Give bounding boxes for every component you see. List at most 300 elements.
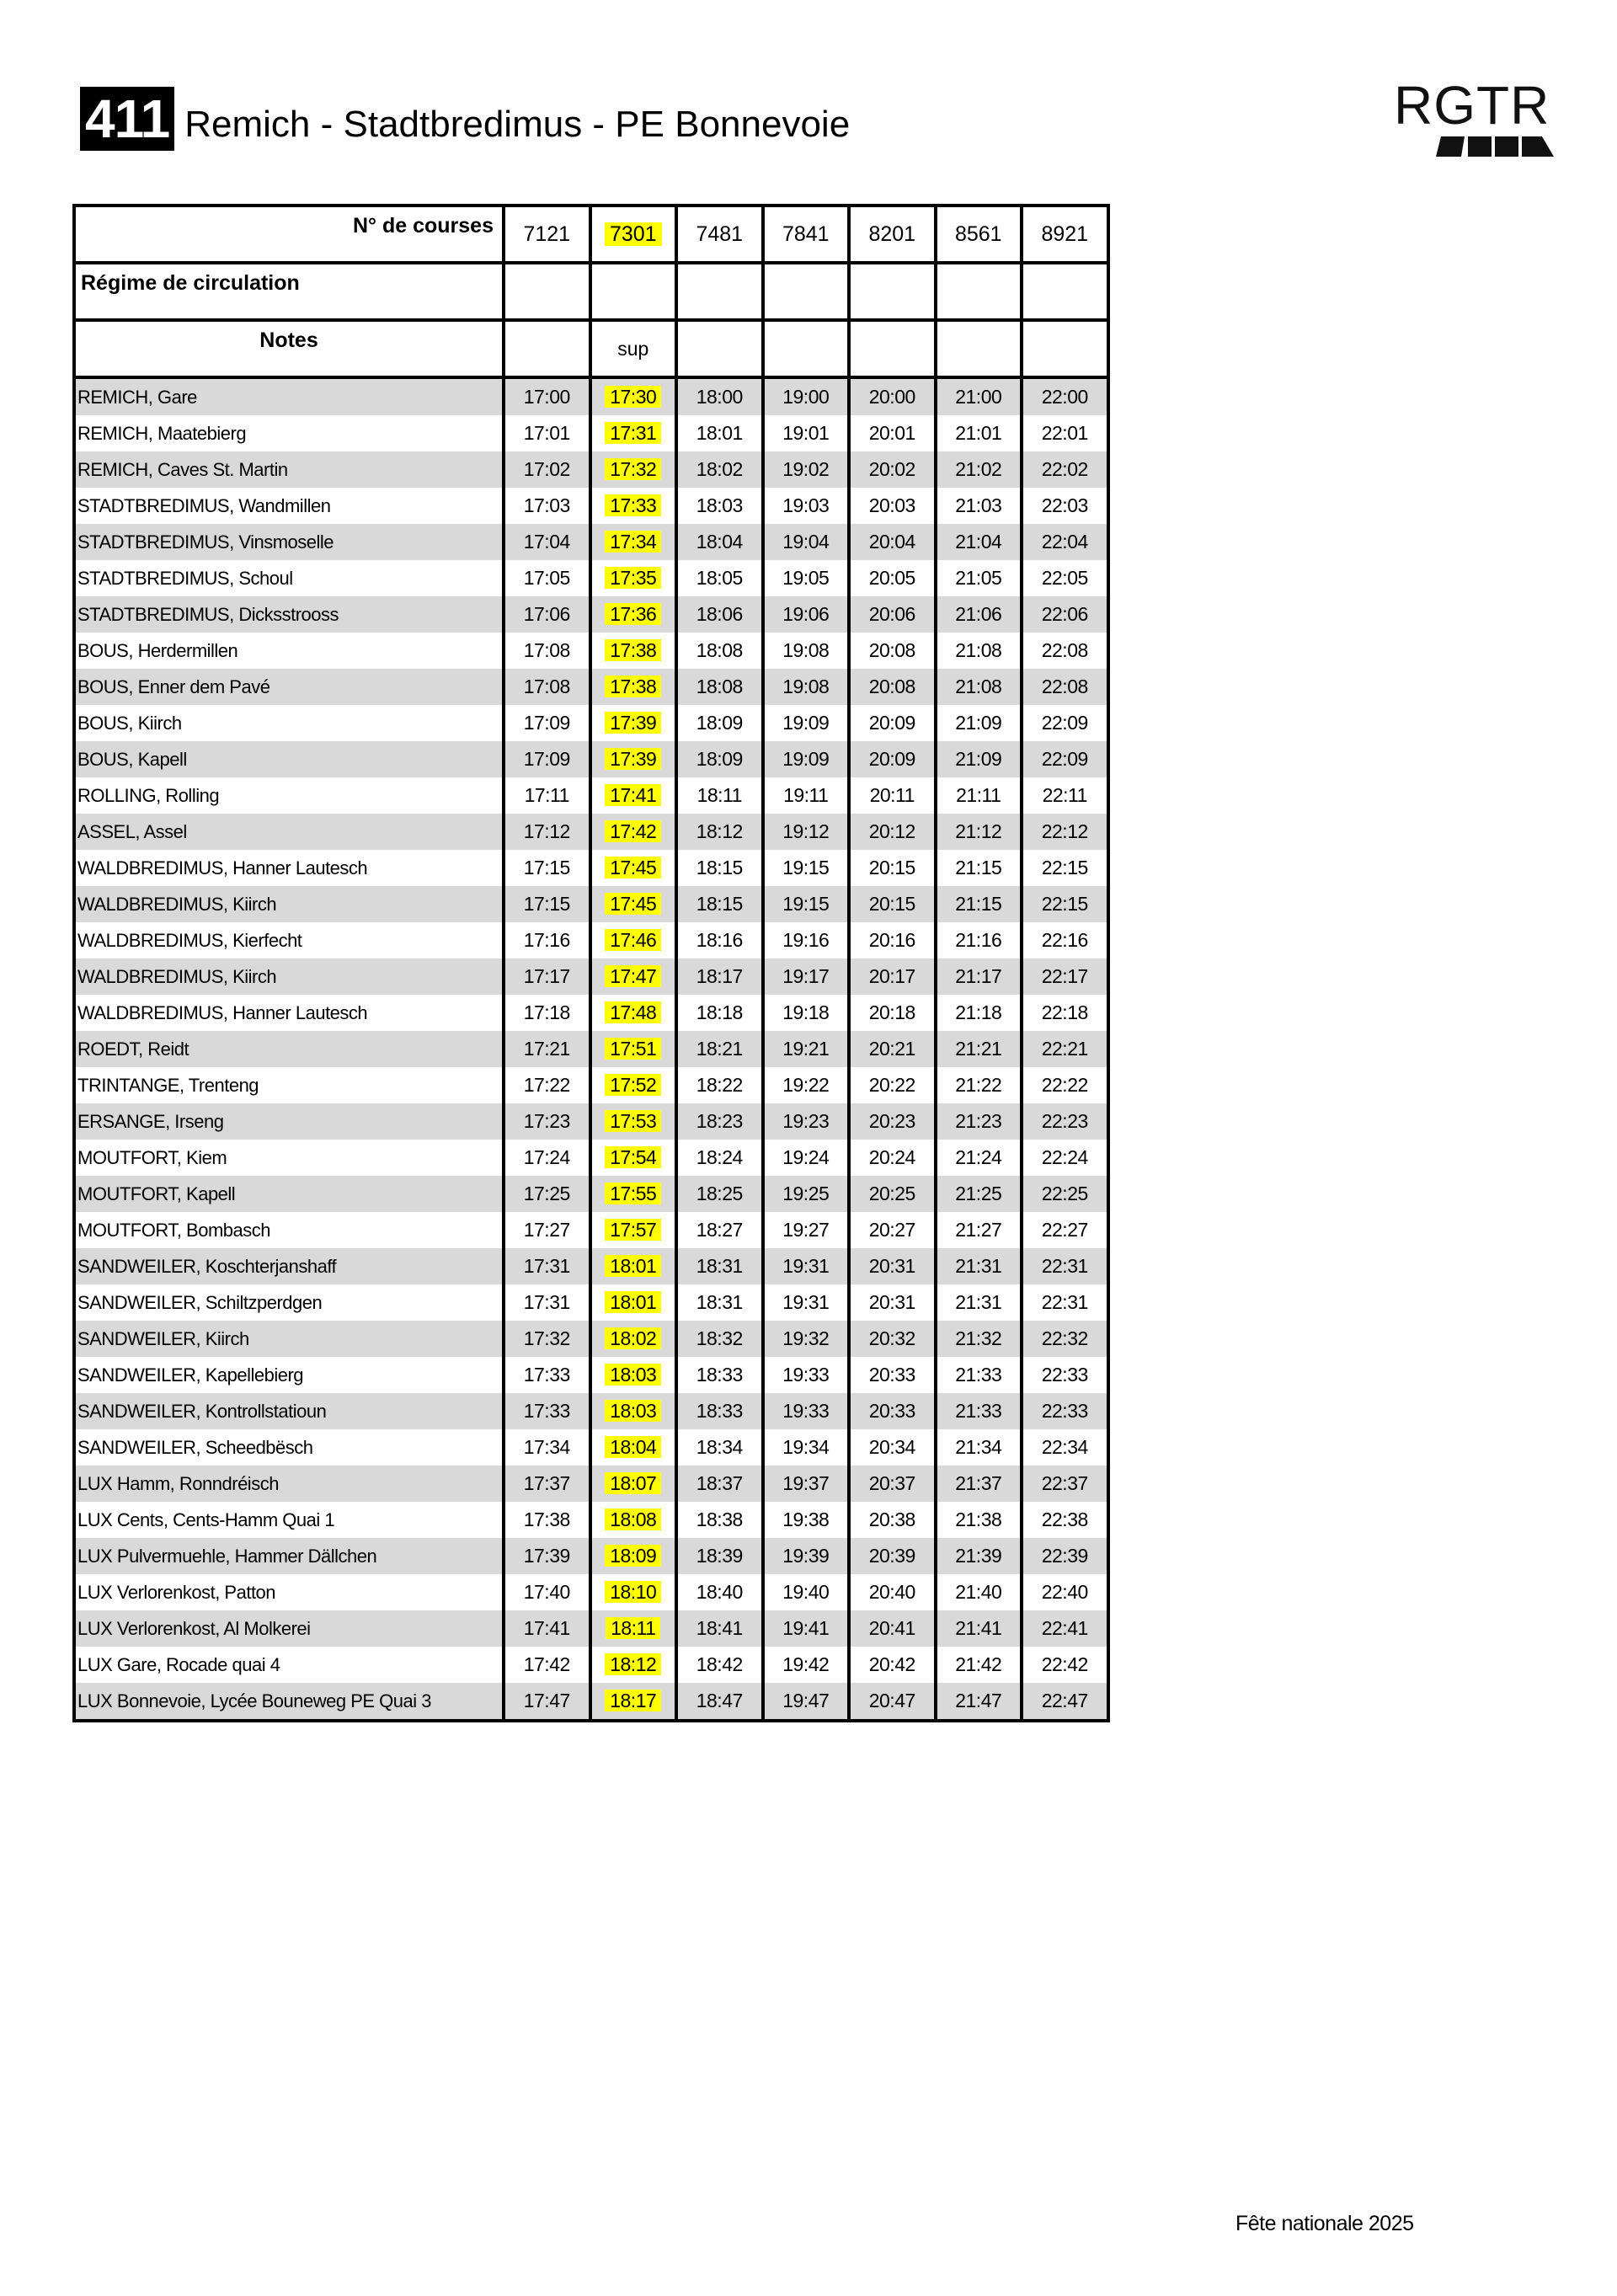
notes-label: Notes — [74, 320, 504, 377]
departure-time-text: 18:38 — [696, 1508, 743, 1530]
departure-time-text: 17:33 — [605, 494, 661, 516]
departure-time-text: 17:36 — [605, 603, 661, 625]
departure-time-text: 18:12 — [605, 1653, 661, 1675]
regime-cell — [590, 263, 677, 320]
departure-time-text: 21:47 — [955, 1690, 1002, 1711]
departure-time-text: 20:09 — [868, 748, 915, 770]
departure-time — [590, 1067, 677, 1103]
departure-time — [763, 814, 850, 850]
departure-time — [676, 669, 763, 705]
departure-time — [936, 705, 1022, 741]
stop-name: WALDBREDIMUS, Hanner Lautesch — [74, 995, 504, 1031]
departure-time-text: 18:03 — [696, 494, 743, 516]
departure-time-text: 17:54 — [605, 1146, 661, 1168]
departure-time — [763, 1248, 850, 1284]
departure-time-text: 22:16 — [1041, 929, 1088, 951]
departure-time-text: 19:03 — [782, 494, 830, 516]
table-row — [74, 377, 1108, 415]
departure-time-text: 20:31 — [868, 1255, 915, 1277]
departure-time — [590, 777, 677, 814]
regime-cell — [849, 263, 936, 320]
stop-name: LUX Cents, Cents-Hamm Quai 1 — [74, 1502, 504, 1538]
departure-time-text: 21:42 — [955, 1653, 1002, 1675]
departure-time — [849, 1067, 936, 1103]
departure-time-text: 21:06 — [955, 603, 1002, 625]
departure-time — [676, 1031, 763, 1067]
trip-number-text: 8561 — [954, 222, 1002, 246]
departure-time — [1022, 1103, 1108, 1140]
departure-time-text: 22:08 — [1041, 675, 1088, 697]
footer-note: Fête nationale 2025 — [1235, 2212, 1414, 2235]
line-title: Remich - Stadtbredimus - PE Bonnevoie — [184, 104, 851, 145]
departure-time-text: 22:15 — [1041, 893, 1088, 915]
departure-time — [504, 1610, 590, 1647]
departure-time — [676, 958, 763, 995]
departure-time-text: 17:22 — [523, 1074, 570, 1096]
departure-time-text: 21:02 — [955, 458, 1002, 480]
trip-number-label: N° de courses — [74, 206, 504, 263]
departure-time-text: 17:47 — [523, 1690, 570, 1711]
departure-time-text: 17:46 — [605, 929, 661, 951]
departure-time-text: 18:47 — [696, 1690, 743, 1711]
trip-number-row — [74, 206, 1108, 263]
departure-time-text: 21:32 — [955, 1327, 1002, 1349]
departure-time-text: 17:30 — [605, 386, 661, 408]
departure-time — [676, 922, 763, 958]
departure-time-text: 18:01 — [696, 422, 743, 444]
departure-time — [676, 814, 763, 850]
departure-time — [849, 1357, 936, 1393]
departure-time-text: 17:55 — [605, 1183, 661, 1204]
departure-time — [849, 1574, 936, 1610]
departure-time-text: 19:06 — [782, 603, 830, 625]
departure-time-text: 22:33 — [1041, 1400, 1088, 1422]
departure-time-text: 17:25 — [523, 1183, 570, 1204]
departure-time-text: 19:00 — [782, 386, 830, 408]
departure-time — [763, 1212, 850, 1248]
stop-name: LUX Hamm, Ronndréisch — [74, 1466, 504, 1502]
departure-time — [676, 850, 763, 886]
departure-time — [1022, 1538, 1108, 1574]
departure-time-text: 19:04 — [782, 531, 830, 553]
stop-name: BOUS, Enner dem Pavé — [74, 669, 504, 705]
departure-time — [676, 1103, 763, 1140]
table-row — [74, 741, 1108, 777]
departure-time-text: 21:09 — [955, 748, 1002, 770]
departure-time-text: 20:34 — [868, 1436, 915, 1458]
departure-time-text: 20:37 — [868, 1472, 915, 1494]
departure-time — [590, 415, 677, 451]
departure-time — [1022, 633, 1108, 669]
departure-time — [849, 633, 936, 669]
departure-time — [1022, 1067, 1108, 1103]
departure-time — [936, 488, 1022, 524]
departure-time — [763, 488, 850, 524]
departure-time-text: 22:47 — [1041, 1690, 1088, 1711]
stop-name: SANDWEILER, Koschterjanshaff — [74, 1248, 504, 1284]
departure-time — [849, 995, 936, 1031]
departure-time — [676, 488, 763, 524]
departure-time — [590, 1393, 677, 1429]
departure-time — [763, 1610, 850, 1647]
departure-time — [849, 1212, 936, 1248]
trip-number-text: 7121 — [523, 222, 571, 246]
departure-time-text: 22:09 — [1041, 748, 1088, 770]
departure-time — [763, 415, 850, 451]
departure-time — [849, 488, 936, 524]
departure-time — [504, 1647, 590, 1683]
departure-time-text: 18:39 — [696, 1545, 743, 1567]
departure-time-text: 22:18 — [1041, 1001, 1088, 1023]
departure-time — [676, 995, 763, 1031]
table-row — [74, 850, 1108, 886]
departure-time — [504, 377, 590, 415]
departure-time — [590, 886, 677, 922]
departure-time — [936, 814, 1022, 850]
stop-name: WALDBREDIMUS, Kiirch — [74, 958, 504, 995]
departure-time-text: 19:37 — [782, 1472, 830, 1494]
departure-time — [936, 1176, 1022, 1212]
departure-time — [504, 1140, 590, 1176]
departure-time-text: 22:23 — [1041, 1110, 1088, 1132]
departure-time — [849, 1502, 936, 1538]
regime-cell — [676, 263, 763, 320]
departure-time — [849, 814, 936, 850]
note-cell — [849, 320, 936, 377]
departure-time-text: 17:31 — [523, 1291, 570, 1313]
departure-time-text: 18:02 — [605, 1327, 661, 1349]
departure-time — [1022, 1683, 1108, 1721]
departure-time-text: 20:32 — [868, 1327, 915, 1349]
logo-text: RGTR — [1394, 75, 1550, 136]
table-row — [74, 1429, 1108, 1466]
departure-time — [504, 1067, 590, 1103]
departure-time — [504, 488, 590, 524]
departure-time — [1022, 1321, 1108, 1357]
departure-time-text: 20:12 — [868, 820, 915, 842]
departure-time — [504, 705, 590, 741]
departure-time — [1022, 1610, 1108, 1647]
departure-time-text: 17:41 — [523, 1617, 570, 1639]
departure-time — [590, 596, 677, 633]
table-row — [74, 596, 1108, 633]
departure-time — [849, 1140, 936, 1176]
trip-number — [1022, 206, 1108, 263]
departure-time — [590, 1647, 677, 1683]
departure-time-text: 22:03 — [1041, 494, 1088, 516]
departure-time — [676, 1067, 763, 1103]
departure-time — [676, 705, 763, 741]
table-row — [74, 1140, 1108, 1176]
trip-number-text: 8201 — [868, 222, 916, 246]
departure-time-text: 21:37 — [955, 1472, 1002, 1494]
departure-time — [936, 741, 1022, 777]
departure-time-text: 20:00 — [868, 386, 915, 408]
departure-time-text: 18:03 — [605, 1364, 661, 1386]
departure-time-text: 21:38 — [955, 1508, 1002, 1530]
departure-time-text: 22:27 — [1041, 1219, 1088, 1241]
departure-time — [936, 1321, 1022, 1357]
departure-time-text: 19:02 — [782, 458, 830, 480]
departure-time — [849, 524, 936, 560]
departure-time-text: 21:12 — [955, 820, 1002, 842]
departure-time — [849, 850, 936, 886]
regime-label: Régime de circulation — [74, 263, 504, 320]
departure-time — [763, 524, 850, 560]
departure-time-text: 18:40 — [696, 1581, 743, 1603]
departure-time — [676, 741, 763, 777]
departure-time-text: 20:33 — [868, 1364, 915, 1386]
departure-time-text: 17:34 — [605, 531, 661, 553]
table-row — [74, 1538, 1108, 1574]
departure-time — [936, 1574, 1022, 1610]
departure-time-text: 17:18 — [523, 1001, 570, 1023]
table-row — [74, 1393, 1108, 1429]
table-row — [74, 958, 1108, 995]
departure-time-text: 20:23 — [868, 1110, 915, 1132]
table-row — [74, 1284, 1108, 1321]
departure-time-text: 19:31 — [782, 1291, 830, 1313]
departure-time-text: 18:09 — [696, 748, 743, 770]
departure-time — [504, 1212, 590, 1248]
departure-time-text: 19:09 — [782, 748, 830, 770]
departure-time-text: 17:39 — [523, 1545, 570, 1567]
departure-time — [1022, 1466, 1108, 1502]
stop-name: REMICH, Caves St. Martin — [74, 451, 504, 488]
departure-time — [936, 850, 1022, 886]
departure-time-text: 18:08 — [696, 675, 743, 697]
departure-time-text: 22:25 — [1041, 1183, 1088, 1204]
departure-time — [676, 377, 763, 415]
departure-time — [504, 1031, 590, 1067]
departure-time — [504, 1103, 590, 1140]
departure-time-text: 20:24 — [868, 1146, 915, 1168]
departure-time-text: 22:06 — [1041, 603, 1088, 625]
departure-time — [849, 705, 936, 741]
departure-time-text: 21:34 — [955, 1436, 1002, 1458]
departure-time-text: 21:31 — [955, 1255, 1002, 1277]
departure-time-text: 21:39 — [955, 1545, 1002, 1567]
departure-time-text: 18:21 — [696, 1038, 743, 1060]
stop-name: BOUS, Kapell — [74, 741, 504, 777]
departure-time-text: 21:23 — [955, 1110, 1002, 1132]
departure-time — [590, 1683, 677, 1721]
departure-time — [936, 1466, 1022, 1502]
departure-time-text: 22:12 — [1041, 820, 1088, 842]
departure-time-text: 18:09 — [605, 1545, 661, 1567]
departure-time — [936, 1610, 1022, 1647]
table-row — [74, 1647, 1108, 1683]
departure-time — [763, 922, 850, 958]
stop-name: MOUTFORT, Kiem — [74, 1140, 504, 1176]
departure-time — [849, 958, 936, 995]
departure-time — [1022, 488, 1108, 524]
departure-time-text: 19:27 — [782, 1219, 830, 1241]
table-row — [74, 814, 1108, 850]
departure-time-text: 22:02 — [1041, 458, 1088, 480]
departure-time-text: 17:09 — [523, 748, 570, 770]
departure-time — [1022, 995, 1108, 1031]
table-row — [74, 995, 1108, 1031]
departure-time-text: 20:31 — [868, 1291, 915, 1313]
departure-time-text: 19:12 — [782, 820, 830, 842]
departure-time — [849, 415, 936, 451]
departure-time-text: 19:47 — [782, 1690, 830, 1711]
departure-time-text: 19:08 — [782, 675, 830, 697]
departure-time — [1022, 1284, 1108, 1321]
departure-time-text: 20:42 — [868, 1653, 915, 1675]
departure-time-text: 22:38 — [1041, 1508, 1088, 1530]
departure-time-text: 17:45 — [605, 893, 661, 915]
departure-time — [590, 1284, 677, 1321]
departure-time-text: 18:10 — [605, 1581, 661, 1603]
departure-time-text: 22:05 — [1041, 567, 1088, 589]
stop-name: WALDBREDIMUS, Kiirch — [74, 886, 504, 922]
table-row — [74, 1031, 1108, 1067]
stop-name: SANDWEILER, Scheedbësch — [74, 1429, 504, 1466]
departure-time — [590, 1574, 677, 1610]
trip-number — [936, 206, 1022, 263]
departure-time-text: 17:00 — [523, 386, 570, 408]
departure-time-text: 20:47 — [868, 1690, 915, 1711]
departure-time — [590, 741, 677, 777]
departure-time — [936, 1103, 1022, 1140]
departure-time — [504, 958, 590, 995]
departure-time-text: 22:09 — [1041, 712, 1088, 734]
regime-cell — [504, 263, 590, 320]
departure-time-text: 20:03 — [868, 494, 915, 516]
departure-time-text: 21:18 — [955, 1001, 1002, 1023]
departure-time-text: 21:08 — [955, 639, 1002, 661]
departure-time — [936, 1502, 1022, 1538]
stop-name: LUX Verlorenkost, Al Molkerei — [74, 1610, 504, 1647]
departure-time — [1022, 850, 1108, 886]
stop-name: ROLLING, Rolling — [74, 777, 504, 814]
departure-time-text: 19:01 — [782, 422, 830, 444]
trip-number — [763, 206, 850, 263]
departure-time — [590, 1357, 677, 1393]
table-row — [74, 1502, 1108, 1538]
departure-time — [936, 1067, 1022, 1103]
stop-name: SANDWEILER, Schiltzperdgen — [74, 1284, 504, 1321]
departure-time — [849, 669, 936, 705]
departure-time — [504, 1502, 590, 1538]
departure-time-text: 17:08 — [523, 675, 570, 697]
stop-name: REMICH, Gare — [74, 377, 504, 415]
departure-time-text: 17:39 — [605, 748, 661, 770]
departure-time-text: 22:42 — [1041, 1653, 1088, 1675]
departure-time — [763, 1647, 850, 1683]
departure-time — [504, 560, 590, 596]
departure-time — [763, 886, 850, 922]
departure-time — [590, 1248, 677, 1284]
departure-time-text: 18:08 — [605, 1508, 661, 1530]
departure-time — [763, 633, 850, 669]
departure-time — [676, 1284, 763, 1321]
departure-time-text: 18:02 — [696, 458, 743, 480]
departure-time-text: 21:16 — [955, 929, 1002, 951]
departure-time-text: 18:15 — [696, 893, 743, 915]
departure-time-text: 17:05 — [523, 567, 570, 589]
departure-time-text: 19:09 — [782, 712, 830, 734]
departure-time — [763, 1140, 850, 1176]
departure-time — [590, 1610, 677, 1647]
departure-time — [849, 1429, 936, 1466]
departure-time — [849, 1284, 936, 1321]
table-row — [74, 1466, 1108, 1502]
stop-name: ERSANGE, Irseng — [74, 1103, 504, 1140]
departure-time — [676, 1140, 763, 1176]
departure-time — [936, 1212, 1022, 1248]
departure-time — [849, 451, 936, 488]
departure-time — [936, 415, 1022, 451]
departure-time-text: 18:31 — [696, 1255, 743, 1277]
departure-time-text: 20:11 — [869, 784, 915, 806]
departure-time-text: 19:11 — [783, 784, 829, 806]
departure-time-text: 22:31 — [1041, 1255, 1088, 1277]
departure-time — [849, 1647, 936, 1683]
departure-time — [936, 669, 1022, 705]
departure-time — [936, 1538, 1022, 1574]
table-row — [74, 1176, 1108, 1212]
departure-time — [504, 633, 590, 669]
departure-time-text: 21:33 — [955, 1364, 1002, 1386]
departure-time — [504, 850, 590, 886]
departure-time — [504, 777, 590, 814]
departure-time — [590, 1140, 677, 1176]
departure-time-text: 17:34 — [523, 1436, 570, 1458]
departure-time-text: 18:33 — [696, 1364, 743, 1386]
regime-row — [74, 263, 1108, 320]
departure-time-text: 20:25 — [868, 1183, 915, 1204]
departure-time — [763, 1321, 850, 1357]
departure-time-text: 19:31 — [782, 1255, 830, 1277]
departure-time-text: 18:18 — [696, 1001, 743, 1023]
departure-time — [849, 1466, 936, 1502]
departure-time-text: 18:32 — [696, 1327, 743, 1349]
departure-time — [504, 596, 590, 633]
departure-time-text: 17:38 — [605, 639, 661, 661]
departure-time — [676, 1683, 763, 1721]
stop-name: LUX Bonnevoie, Lycée Bouneweg PE Quai 3 — [74, 1683, 504, 1721]
departure-time — [936, 560, 1022, 596]
departure-time — [590, 1321, 677, 1357]
departure-time — [763, 669, 850, 705]
departure-time-text: 17:53 — [605, 1110, 661, 1132]
departure-time-text: 19:15 — [782, 893, 830, 915]
table-row — [74, 1683, 1108, 1721]
stop-name: WALDBREDIMUS, Hanner Lautesch — [74, 850, 504, 886]
departure-time — [590, 560, 677, 596]
departure-time-text: 19:15 — [782, 857, 830, 878]
departure-time-text: 17:31 — [523, 1255, 570, 1277]
departure-time — [590, 814, 677, 850]
stop-name: STADTBREDIMUS, Dicksstrooss — [74, 596, 504, 633]
departure-time — [1022, 669, 1108, 705]
departure-time-text: 17:45 — [605, 857, 661, 878]
departure-time — [936, 1393, 1022, 1429]
table-row — [74, 633, 1108, 669]
departure-time — [1022, 415, 1108, 451]
departure-time-text: 21:09 — [955, 712, 1002, 734]
departure-time — [763, 1466, 850, 1502]
departure-time-text: 18:17 — [605, 1690, 661, 1711]
departure-time-text: 17:52 — [605, 1074, 661, 1096]
departure-time — [504, 922, 590, 958]
departure-time-text: 20:04 — [868, 531, 915, 553]
departure-time-text: 18:03 — [605, 1400, 661, 1422]
departure-time — [504, 1248, 590, 1284]
